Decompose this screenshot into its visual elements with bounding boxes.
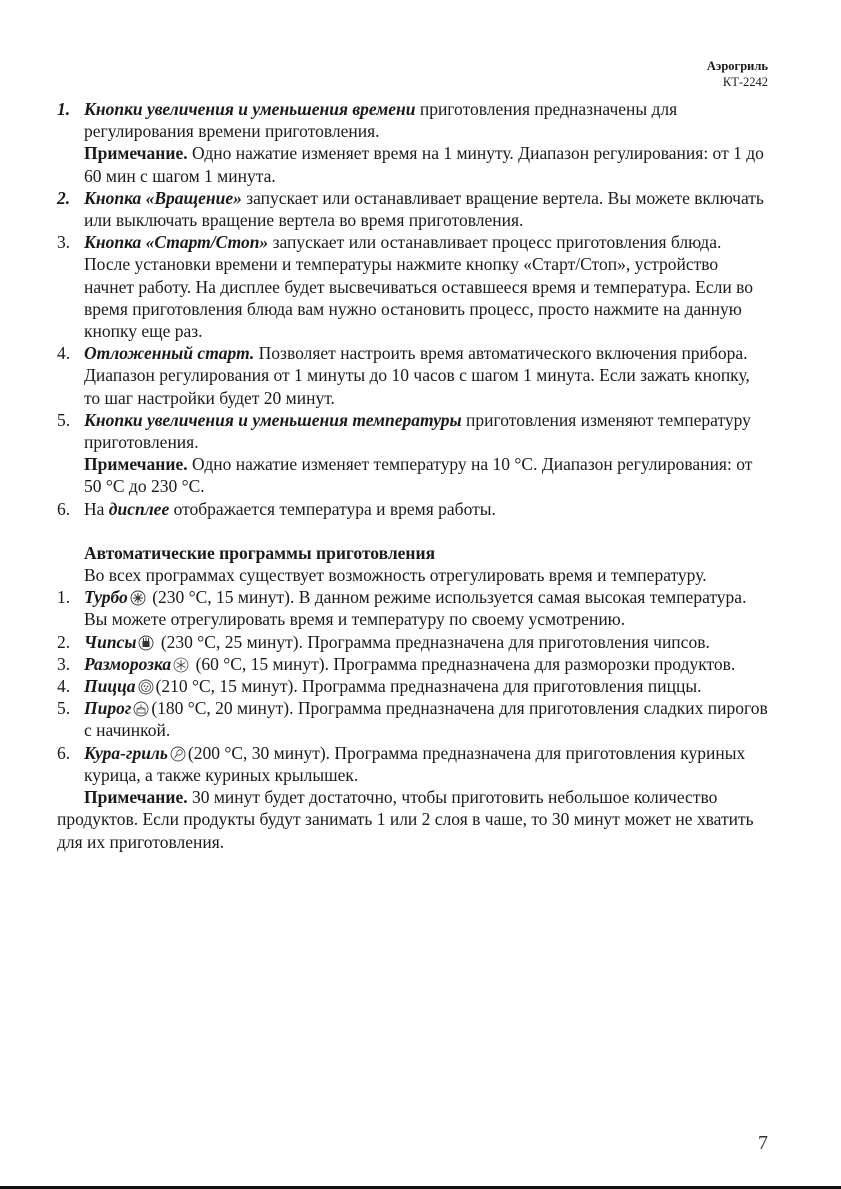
program-item [57,631,769,653]
cake-icon [133,701,149,717]
program-text: (200 °С, 30 минут). Программа предназначена для приготовления куриных курица, а также куриных крылышек. [84,742,746,785]
section-intro: Во всех программах существует возможность отрегулировать время и температуру. [84,565,707,586]
note-text: 30 минут будет достаточно, чтобы приготовить небольшое количество продуктов. Если продукты будут занимать 1 или 2 слоя в чаше, то 30 минут может не хватить для их приготовления. [57,787,754,852]
program-text: (60 °С, 15 минут). Программа предназначена для разморозки продуктов. [191,653,736,674]
note-label: Примечание. [84,454,188,475]
program-item [57,586,769,630]
item-number: 4. [57,343,71,364]
chips-icon [138,635,154,651]
list-item [57,187,769,231]
item-number: 2. [57,631,71,652]
header-title: Аэрогриль [706,59,768,73]
program-text: (230 °С, 25 минут). Программа предназначена для приготовления чипсов. [156,631,710,652]
header-model: КТ-2242 [722,75,768,89]
turbo-icon [130,590,146,606]
list-item [57,409,769,453]
item-term: Кнопки увеличения и уменьшения времени [84,99,416,119]
pizza-icon [138,679,154,695]
list-item [57,342,769,409]
note-text: Одно нажатие изменяет время на 1 минуту. Диапазон регулирования: от 1 до 60 мин с шагом 1 минута. [84,143,764,186]
item-term: Отложенный старт. [84,343,255,364]
program-item [57,675,769,697]
item-text: запускает или останавливает процесс приготовления блюда. После установки времени и температуры нажмите кнопку «Старт/Стоп», устройство начнет работу. На дисплее будет высвечиваться оставшееся время и температура. Если во время приготовления блюда вам нужно остановить процесс, просто нажмите на данную кнопку еще раз. [84,232,753,342]
program-text: (180 °С, 20 минут). Программа предназначена для приготовления сладких пирогов с начинкой. [84,698,768,741]
note [57,453,769,497]
list-item [57,98,769,142]
item-term: Кнопка «Вращение» [84,187,242,208]
note-label: Примечание. [84,787,188,808]
item-text: приготовления изменяют температуру приготовления. [84,409,751,453]
page-number: 7 [758,1132,768,1154]
section-title: Автоматические программы приготовления [84,542,436,563]
note-label: Примечание. [84,143,188,164]
snowflake-icon [173,657,189,673]
program-item [57,697,769,741]
note-text: Одно нажатие изменяет температуру на 10 °С. Диапазон регулирования: от 50 °С до 230 °С. [84,454,753,497]
program-name: Кура-гриль [84,742,168,763]
list-item [57,498,769,520]
item-text: приготовления предназначены для регулирования времени приготовления. [84,99,678,142]
item-number: 4. [57,676,71,697]
item-term: дисплее [108,498,170,519]
program-text: (230 °С, 15 минут). В данном режиме используется самая высокая температура. Вы можете отрегулировать время и температуру по своему усмотрению. [84,587,747,630]
item-number: 3. [57,653,71,674]
item-text: Позволяет настроить время автоматического включения прибора. Диапазон регулирования от 1 минуты до 10 часов с шагом 1 минута. Если зажать кнопку, то шаг настройки будет 20 минут. [84,343,750,408]
list-item [57,231,769,342]
program-item [57,742,769,786]
page-header [707,58,768,90]
item-number: 6. [57,742,71,763]
document-body [57,98,769,853]
item-pre: На [84,498,109,519]
item-number: 1. [57,587,71,608]
program-item [57,653,769,675]
program-name: Пирог [84,698,132,719]
item-number: 2. [57,187,71,208]
program-name: Чипсы [84,631,137,652]
item-number: 5. [57,409,71,430]
program-name: Пицца [84,676,136,697]
note [57,142,769,186]
item-text: отображается температура и время работы. [169,498,496,519]
item-text: запускает или останавливает вращение вертела. Вы можете включать или выключать вращение вертела во время приготовления. [84,187,764,231]
program-text: (210 °С, 15 минут). Программа предназначена для приготовления пиццы. [155,676,702,697]
final-note [57,786,769,853]
program-name: Турбо [84,587,128,608]
drumstick-icon [170,746,186,762]
item-number: 3. [57,232,71,253]
item-term: Кнопка «Старт/Стоп» [84,232,269,253]
item-number: 6. [57,498,71,519]
item-number: 1. [57,99,71,119]
item-number: 5. [57,698,71,719]
program-name: Разморозка [84,653,172,674]
item-term: Кнопки увеличения и уменьшения температуры [84,409,462,430]
